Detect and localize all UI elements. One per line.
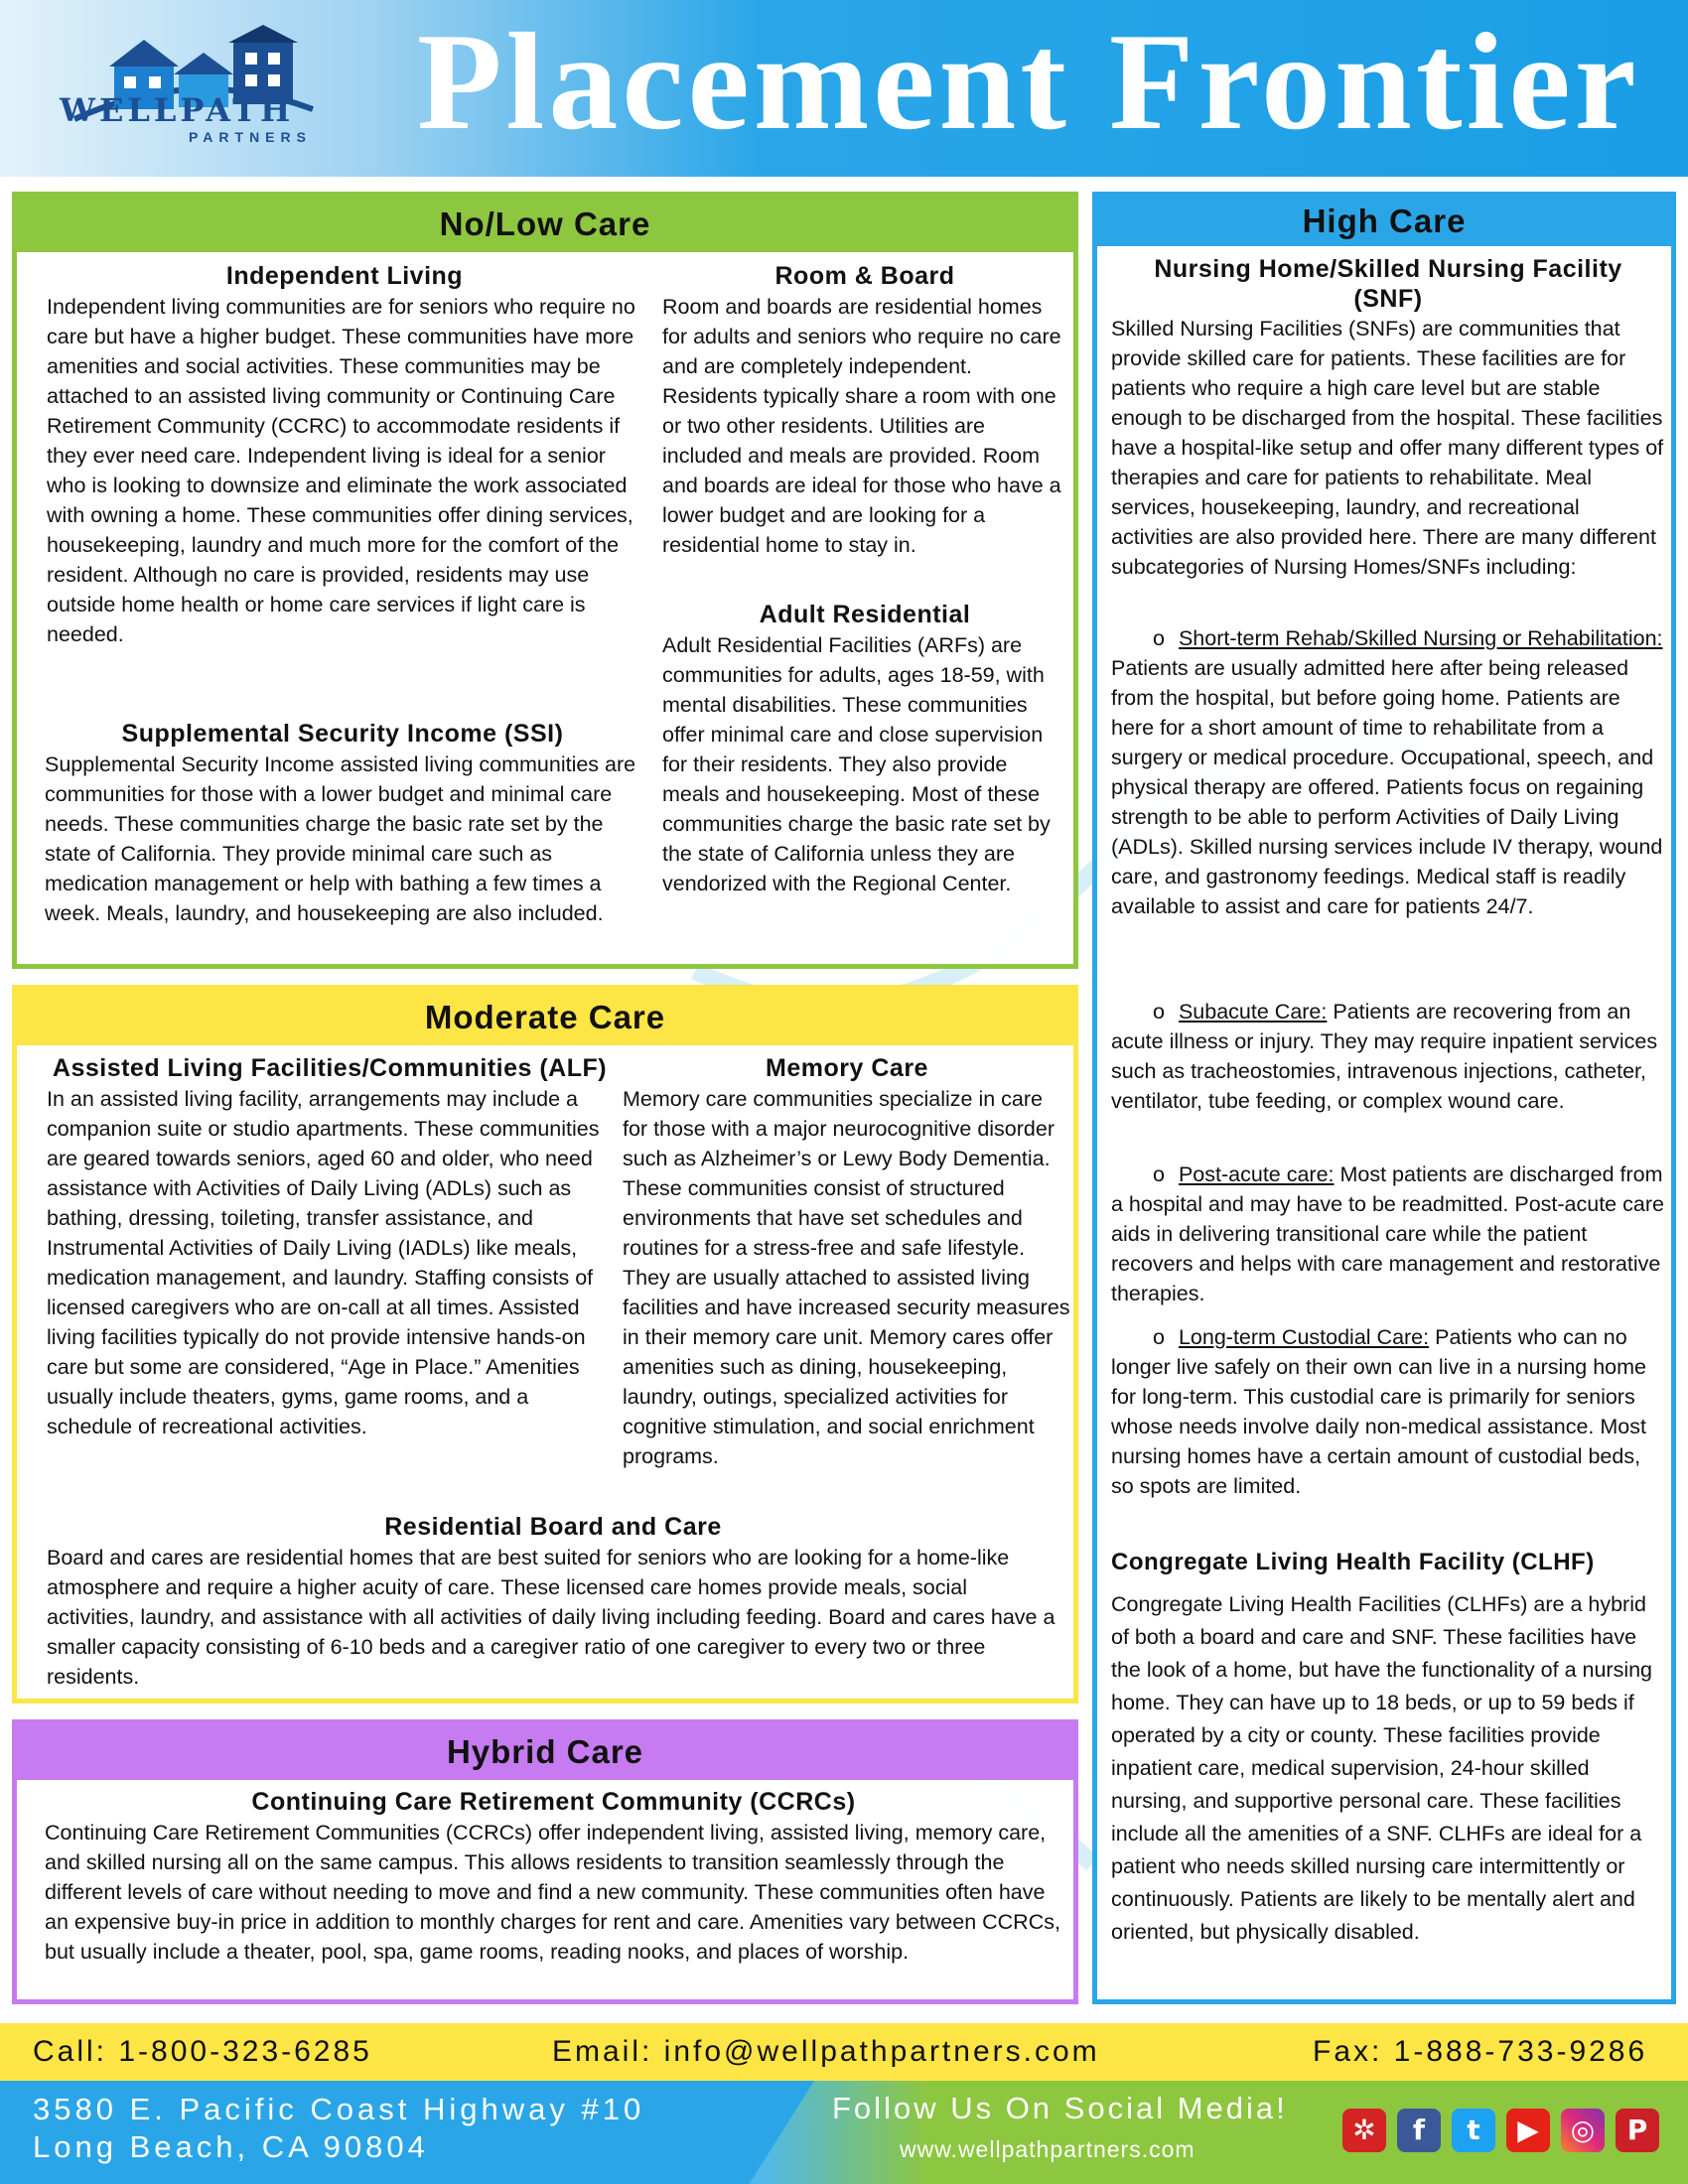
residential-board-care-body: Board and cares are residential homes that are best suited for seniors who are looking for a home-like atmosphere and require a higher acuity of care. These licensed care homes provide meals, social activities, laundry, and assistance with all activities of daily living including feeding. Board and cares have a smaller capacity consisting of 6-10 beds and a caregiver ratio of one caregiver to every two or three residents. [47,1546,1055,1689]
address-line-1: 3580 E. Pacific Coast Highway #10 [33,2092,645,2126]
instagram-icon[interactable]: ◎ [1561,2109,1605,2152]
ccrc-block [45,1786,1062,1967]
clhf-body: Congregate Living Health Facilities (CLHFs) are a hybrid of both a board and care and SNF. These facilities have the look of a home, but have the functionality of a nursing home. They can have up to 18 beds, or up to 59 beds if operated by a city or county. These facilities provide inpatient care, medical supervision, 24-hour skilled nursing, and supportive personal care. These facilities include all the amenities of a SNF. CLHFs are ideal for a patient who needs skilled nursing care intermittently or continuously. Patients are likely to be mentally alert and oriented, but physically disabled. [1111,1592,1653,1944]
no-low-care-section [12,192,1078,969]
residential-board-care-block [47,1511,1059,1692]
subcategory-short-term-rehab [1111,623,1665,921]
subcategory-term: Short-term Rehab/Skilled Nursing or Rehabilitation: [1178,626,1663,650]
pinterest-icon[interactable]: P [1616,2109,1659,2152]
no-low-care-heading: No/Low Care [17,197,1073,252]
adult-residential-body: Adult Residential Facilities (ARFs) are communities for adults, ages 18-59, with mental disabilities. These communities offer minimal care and close supervision for their residents. They also provide meals and housekeeping. Most of these communities charge the basic rate set by the state of California unless they are vendorized with the Regional Center. [662,633,1051,895]
hybrid-care-heading: Hybrid Care [17,1724,1073,1780]
fax-number: Fax: 1-888-733-9286 [1313,2035,1648,2068]
adult-residential-title: Adult Residential [759,601,971,628]
moderate-care-heading: Moderate Care [17,990,1073,1045]
room-board-body: Room and boards are residential homes for adults and seniors who require no care and are completely independent. Residents typically share a room with one or two other residents. Utilities are included and meals are provided. Room and boards are ideal for those who have a lower budget and are looking for a residential home to stay in. [662,295,1061,557]
snf-title: Nursing Home/Skilled Nursing Facility (SNF) [1154,255,1622,313]
ssi-title: Supplemental Security Income (SSI) [121,720,564,748]
snf-body: Skilled Nursing Facilities (SNFs) are communities that provide skilled care for patients. These facilities are for patients who require a high care level but are stable enough to be discharged from the hospital. These facilities have a hospital-like setup and offer many different types of therapies and care for patients to rehabilitate. Meal services, housekeeping, laundry, and recreational activities are also provided here. There are many different subcategories of Nursing Homes/SNFs including: [1111,317,1664,579]
snf-block [1111,254,1665,582]
youtube-icon[interactable]: ▶ [1506,2109,1550,2152]
memory-care-block [623,1052,1071,1471]
ccrc-title: Continuing Care Retirement Community (CCRCs) [251,1788,856,1816]
logo-name: WELLPATH [60,91,295,129]
subcategory-body: Patients are recovering from an acute illness or injury. They may require inpatient services such as tracheostomies, intravenous injections, catheter, ventilator, tube feeding, or complex wound care. [1111,1000,1658,1113]
room-board-title: Room & Board [774,262,955,290]
subcategory-term: Long-term Custodial Care: [1178,1325,1430,1349]
website-link[interactable]: www.wellpathpartners.com [900,2136,1196,2162]
address-line-2: Long Beach, CA 90804 [33,2129,429,2164]
ssi-body: Supplemental Security Income assisted living communities are communities for those with a lower budget and minimal care needs. These communities charge the basic rate set by the state of California. They provide minimal care such as medication management or help with bathing a few times a week. Meals, laundry, and housekeeping are also included. [45,752,636,925]
bullet-marker: o [1153,1162,1165,1186]
subcategory-term: Subacute Care: [1178,1000,1328,1024]
bullet-marker: o [1153,1000,1165,1024]
independent-living-block [47,260,642,649]
header-banner [0,0,1688,177]
clhf-title: Congregate Living Health Facility (CLHF) [1111,1549,1595,1575]
email-link[interactable]: Email: info@wellpathpartners.com [552,2035,1100,2068]
independent-living-body: Independent living communities are for seniors who require no care but have a higher budget. These communities have more amenities and social activities. These communities may be attached to an assisted living community or Continuing Care Retirement Community (CCRC) to accommodate residents if they ever need care. Independent living is ideal for a senior who is looking to downsize and eliminate the work associated with owning a home. These communities offer dining services, housekeeping, laundry and much more for the comfort of the resident. Although no care is provided, residents may use outside home health or home care services if light care is needed. [47,295,635,646]
memory-care-body: Memory care communities specialize in care for those with a major neurocognitive disorder such as Alzheimer’s or Lewy Body Dementia. These communities consist of structured environments that have set schedules and routines for a stress-free and safe lifestyle. They are usually attached to assisted living facilities and have increased security measures in their memory care unit. Memory cares offer amenities such as dining, housekeeping, laundry, outings, specialized activities for cognitive stimulation, and social enrichment programs. [623,1087,1070,1468]
independent-living-title: Independent Living [225,262,464,290]
adult-residential-block [662,599,1067,898]
alf-body: In an assisted living facility, arrangements may include a companion suite or studio apartments. These communities are geared towards seniors, aged 60 and older, who need assistance with Activities of Daily Living (ADLs) such as bathing, dressing, toileting, transfer assistance, and Instrumental Activities of Daily Living (IADLs) like meals, medication management, and laundry. Staffing consists of licensed caregivers who are on-call at all times. Assisted living facilities typically do not provide intensive hands-on care but some are considered, “Age in Place.” Amenities usually include theaters, gyms, game rooms, and a schedule of recreational activities. [47,1087,600,1438]
alf-title: Assisted Living Facilities/Communities (ALF) [52,1054,608,1082]
facebook-icon[interactable]: f [1397,2109,1441,2152]
subcategory-subacute [1111,997,1665,1116]
high-care-heading: High Care [1097,197,1671,246]
follow-us-text: Follow Us On Social Media! [832,2091,1288,2125]
bullet-marker: o [1153,1325,1165,1349]
yelp-icon[interactable]: ✲ [1342,2109,1386,2152]
residential-board-care-title: Residential Board and Care [384,1513,722,1541]
moderate-care-section [12,985,1078,1704]
page-title: Placement Frontier [417,5,1640,159]
subcategory-body: Patients who can no longer live safely on their own can live in a nursing home for long-term. This custodial care is primarily for seniors whose needs involve daily non-medical assistance. Most nursing homes have a certain amount of custodial beds, so spots are limited. [1111,1325,1646,1498]
ssi-block [45,718,640,928]
ccrc-body: Continuing Care Retirement Communities (CCRCs) offer independent living, assisted living, memory care, and skilled nursing all on the same campus. This allows residents to transition seamlessly through the different levels of care without needing to move and find a new community. These communities often have an expensive buy-in price in addition to monthly charges for rent and care. Amenities vary between CCRCs, but usually include a theater, pool, spa, game rooms, reading nooks, and places of worship. [45,1821,1060,1964]
subcategory-term: Post-acute care: [1178,1162,1335,1186]
hybrid-care-section [12,1719,1078,2004]
memory-care-title: Memory Care [766,1054,928,1082]
alf-block [47,1052,613,1441]
subcategory-body: Most patients are discharged from a hospital and may have to be readmitted. Post-acute care aids in delivering transitional care while the patient recovers and helps with care management and restorative therapies. [1111,1162,1664,1305]
subcategory-post-acute [1111,1160,1665,1308]
bullet-marker: o [1153,626,1165,650]
subcategory-body: Patients are usually admitted here after being released from the hospital, but before going home. Patients are here for a short amount of time to rehabilitate from a surgery or medical procedure. Occupational, speech, and physical therapy are offered. Patients focus on regaining strength to be able to perform Activities of Daily Living (ADLs). Skilled nursing services include IV therapy, wound care, and gastronomy feedings. Medical staff is readily available to assist and care for patients 24/7. [1111,656,1663,918]
subcategory-long-term-custodial [1111,1322,1665,1501]
twitter-icon[interactable]: t [1452,2109,1495,2152]
room-board-block [662,260,1067,560]
high-care-section [1092,192,1676,2004]
logo-sub: PARTNERS [189,129,312,145]
clhf-block [1111,1547,1665,1949]
phone-number[interactable]: Call: 1-800-323-6285 [33,2035,372,2068]
